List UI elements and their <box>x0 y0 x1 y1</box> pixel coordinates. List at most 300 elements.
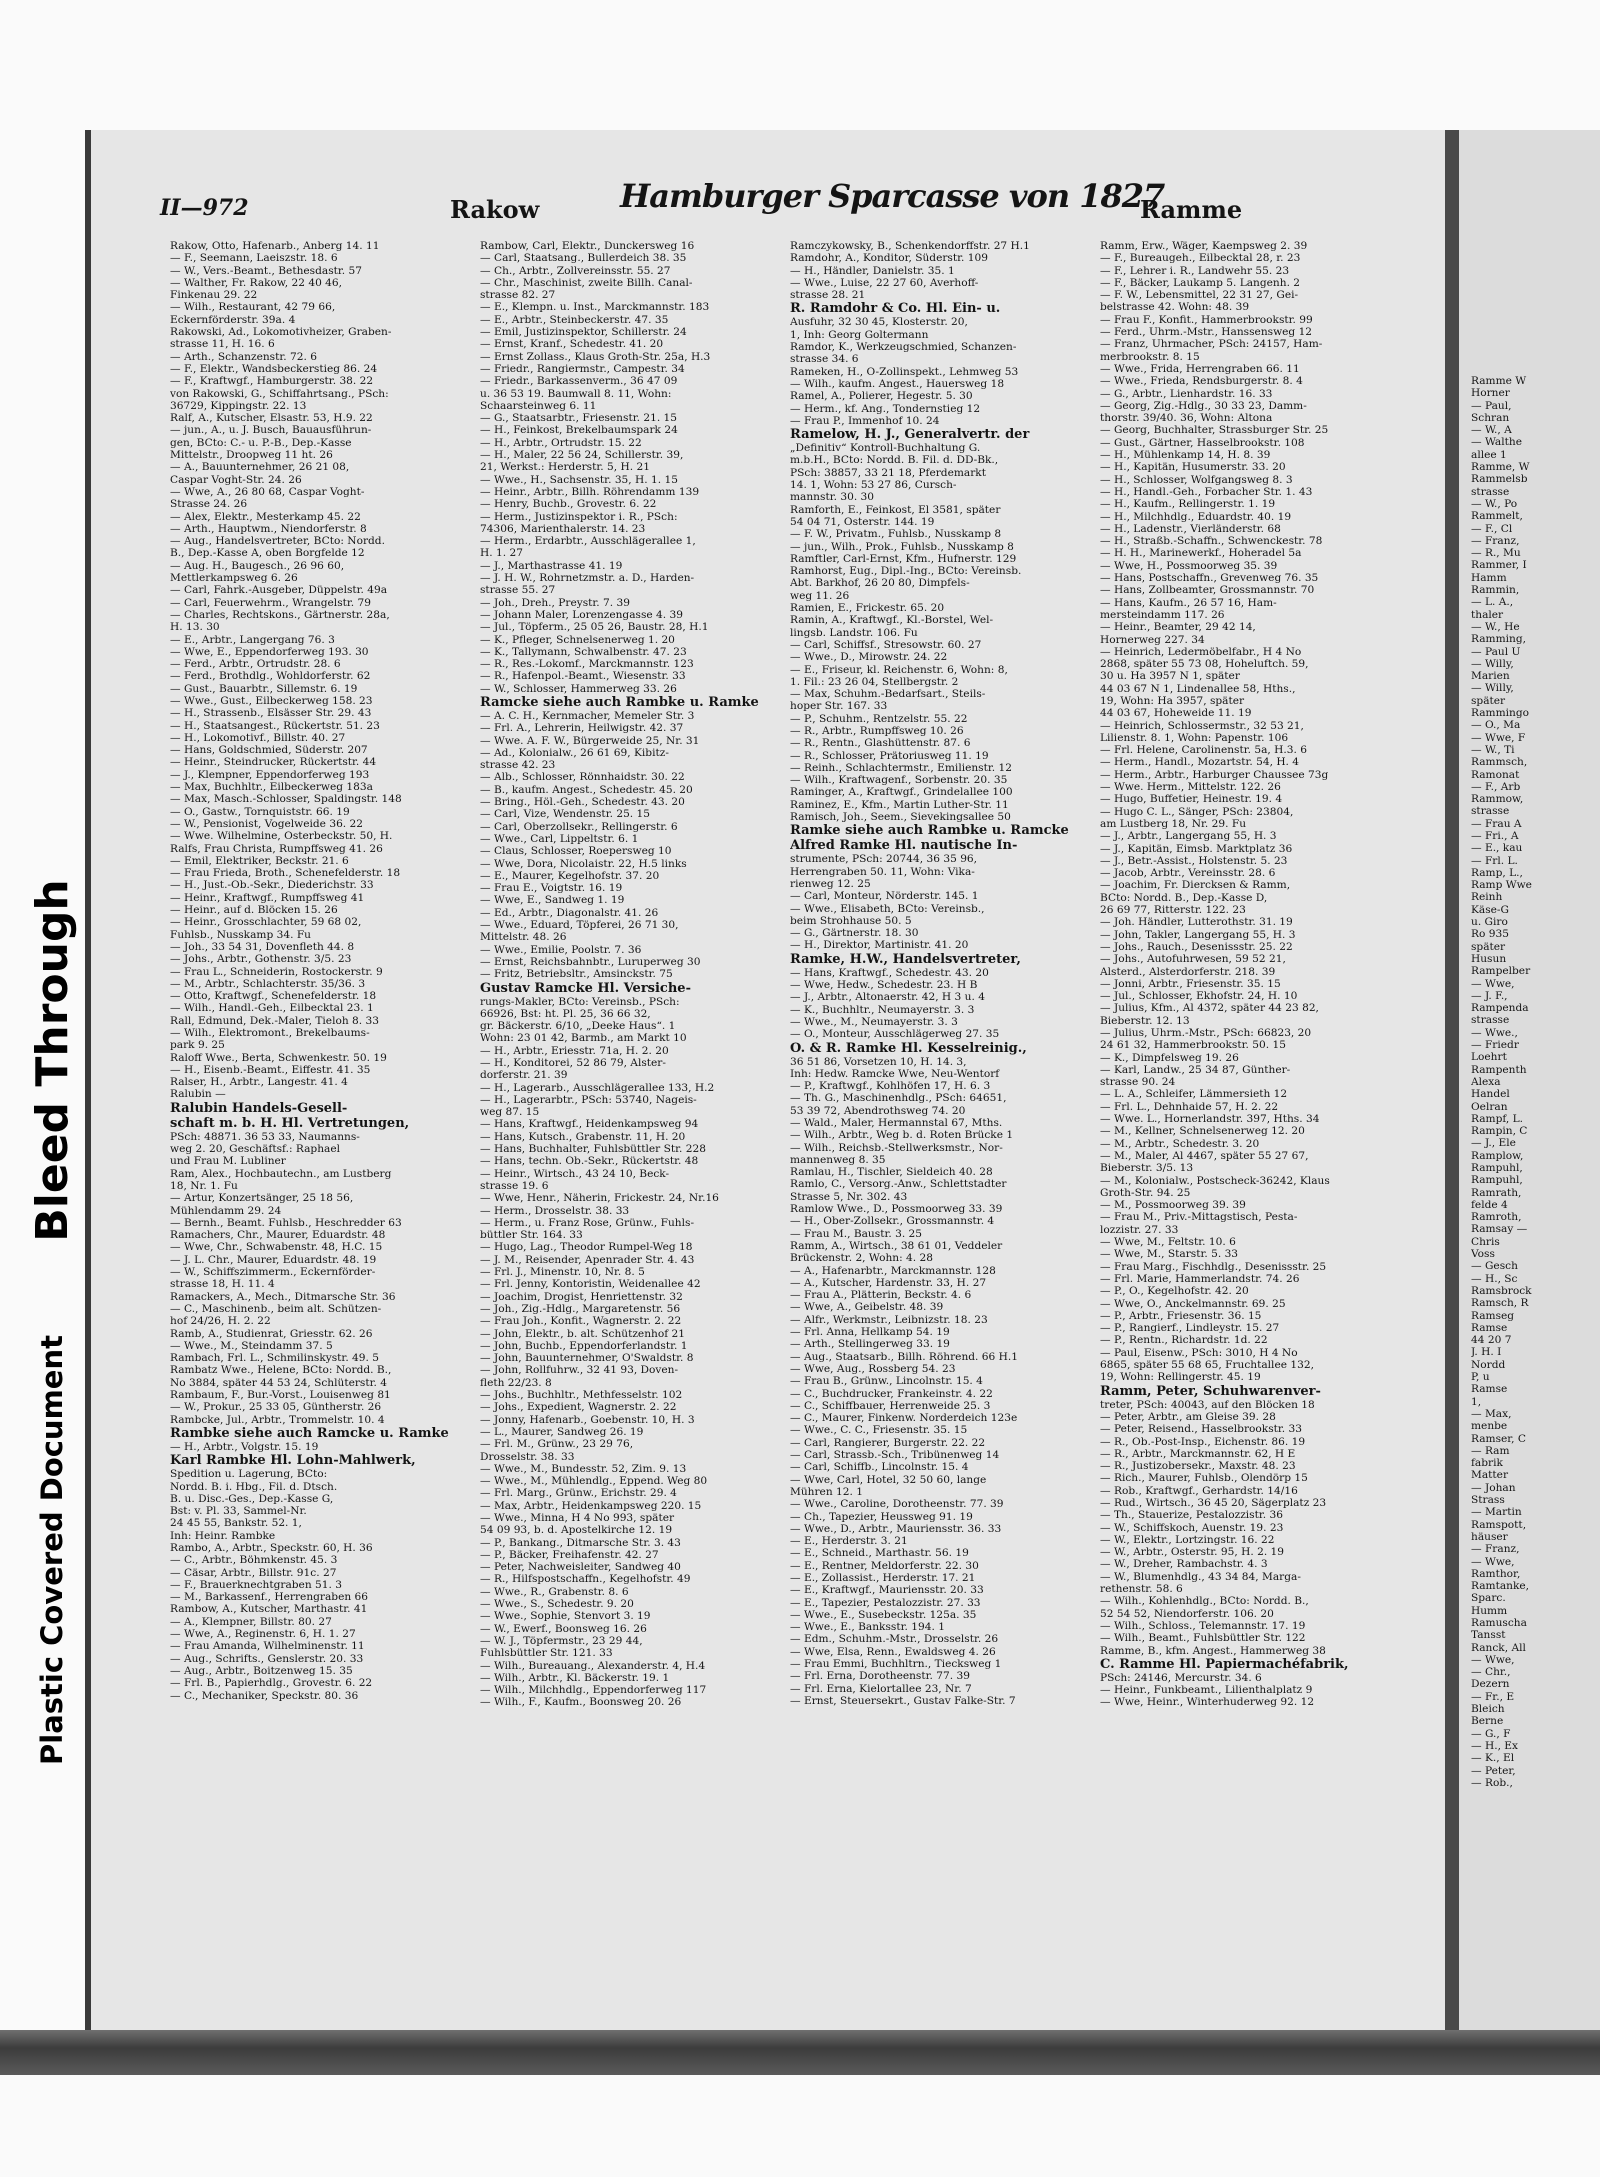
directory-entry: u. 36 53 19. Baumwall 8. 11, Wohn: <box>480 387 672 400</box>
directory-entry: — Chr., Maschinist, zweite Billh. Canal- <box>480 276 693 289</box>
directory-entry: strasse 90. 24 <box>1100 1076 1176 1089</box>
facing-entry: — Max, <box>1471 1407 1512 1420</box>
facing-entry: Chris <box>1471 1235 1500 1248</box>
directory-entry: — Wwe, A., 26 80 68, Caspar Voght- <box>170 485 365 498</box>
facing-entry: — Wwe, <box>1471 1555 1515 1568</box>
facing-entry: Nordd <box>1471 1358 1506 1371</box>
directory-entry: — K., Buchhltr., Neumayerstr. 3. 3 <box>790 1003 975 1016</box>
directory-entry: Ramdor, K., Werkzeugschmied, Schanzen- <box>790 341 1017 354</box>
directory-entry: Rambow, Carl, Elektr., Dunckersweg 16 <box>480 240 695 252</box>
facing-entry: — Rob., <box>1471 1776 1513 1789</box>
directory-entry: Strasse 24. 26 <box>170 498 248 511</box>
directory-entry: — H., Konditorei, 52 86 79, Alster- <box>480 1057 666 1069</box>
directory-entry: 36729, Kippingstr. 22. 13 <box>170 399 307 412</box>
directory-entry: — F., Lehrer i. R., Landwehr 55. 23 <box>1100 264 1290 277</box>
directory-entry: Mittelstr., Droopweg 11 ht. 26 <box>170 449 333 462</box>
directory-entry: — Hans, Kutsch., Grabenstr. 11, H. 20 <box>480 1130 686 1143</box>
directory-entry: — H., Händler, Danielstr. 35. 1 <box>790 264 955 277</box>
directory-entry: — Peter, Arbtr., am Gleise 39. 28 <box>1100 1410 1276 1423</box>
directory-entry: — Wwe. Wilhelmine, Osterbeckstr. 50, H. <box>170 830 393 843</box>
directory-entry: — Wwe., Elisabeth, BCto: Vereinsb., <box>790 902 985 915</box>
directory-entry: Abt. Barkhof, 26 20 80, Dimpfels- <box>790 577 970 590</box>
directory-entry: Hornerweg 227. 34 <box>1100 633 1205 646</box>
directory-entry: — Wwe, E., Eppendorferweg 193. 30 <box>170 645 369 658</box>
directory-entry: Mittelstr. 48. 26 <box>480 931 567 944</box>
directory-entry: — Hans, Postschaffn., Grevenweg 76. 35 <box>1100 572 1319 585</box>
directory-entry: — E., Arbtr., Steinbeckerstr. 47. 35 <box>480 313 669 326</box>
directory-entry: — Wilh., Restaurant, 42 79 66, <box>170 301 336 314</box>
directory-entry: — W. J., Töpfermstr., 23 29 44, <box>480 1634 643 1647</box>
directory-entry: — H., Handl.-Geh., Forbacher Str. 1. 43 <box>1100 485 1313 498</box>
directory-entry: — John, Rollfuhrw., 32 41 93, Doven- <box>480 1364 679 1377</box>
directory-entry: H. 1. 27 <box>480 547 523 560</box>
directory-entry: — Frau B., Grünw., Lincolnstr. 15. 4 <box>790 1375 983 1388</box>
directory-entry: — Johs., Rauch., Desenissstr. 25. 22 <box>1100 940 1293 953</box>
directory-entry: — R., Hilfspostschaffn., Kegelhofstr. 49 <box>480 1573 691 1586</box>
directory-entry: — Edm., Schuhm.-Mstr., Drosselstr. 26 <box>790 1633 999 1646</box>
directory-entry: rethenstr. 58. 6 <box>1100 1583 1183 1596</box>
directory-entry: von Rakowski, G., Schiffahrtsang., PSch: <box>170 387 389 400</box>
facing-entry: Ramse <box>1471 1383 1508 1396</box>
facing-entry: — R., Mu <box>1471 547 1521 560</box>
directory-entry: — W., Schiffszimmerm., Eckernförder- <box>170 1266 376 1279</box>
facing-entry: Ramplow, <box>1471 1149 1524 1162</box>
directory-entry: Raminez, E., Kfm., Martin Luther-Str. 11 <box>790 798 1009 811</box>
directory-entry: — H., Kaufm., Rellingerstr. 1. 19 <box>1100 498 1276 511</box>
directory-entry: — Carl, Feuerwehrm., Wrangelstr. 79 <box>170 596 372 609</box>
directory-entry: — Aug., Schrifts., Genslerstr. 20. 33 <box>170 1652 364 1665</box>
directory-entry: — Th. G., Maschinenhdlg., PSch: 64651, <box>790 1092 1007 1105</box>
directory-entry: — Wwe, E., Sandweg 1. 19 <box>480 894 625 907</box>
directory-entry: — F., Bureaugeh., Eilbecktal 28, r. 23 <box>1100 252 1301 265</box>
facing-entry: strasse <box>1471 805 1510 818</box>
directory-entry: — Cäsar, Arbtr., Billstr. 91c. 27 <box>170 1566 337 1579</box>
directory-entry: — M., Kellner, Schnelsenerweg 12. 20 <box>1100 1125 1305 1138</box>
directory-entry: Ramhorst, Eug., Dipl.-Ing., BCto: Vereinsb. <box>790 565 1022 578</box>
directory-entry: — Aug., Staatsarb., Billh. Röhrend. 66 H.1 <box>790 1350 1018 1363</box>
directory-entry: — H., Staatsangest., Rückertstr. 51. 23 <box>170 719 380 732</box>
directory-entry: Bieberstr. 12. 13 <box>1100 1014 1190 1027</box>
directory-entry: — W., Schlosser, Hammerweg 33. 26 <box>480 682 677 695</box>
directory-entry: Ramftler, Carl-Ernst, Kfm., Hufnerstr. 129 <box>790 552 1017 565</box>
directory-entry: Spedition u. Lagerung, BCto: <box>170 1468 328 1481</box>
directory-entry: strasse 55. 27 <box>480 584 556 597</box>
directory-entry: Karl Rambke Hl. Lohn-Mahlwerk, <box>170 1453 416 1469</box>
directory-entry: 1, Inh: Georg Goltermann <box>790 328 929 341</box>
directory-entry: thorstr. 39/40. 36, Wohn: Altona <box>1100 412 1273 425</box>
directory-entry: — Peter, Reisend., Hasselbrookstr. 33 <box>1100 1423 1303 1436</box>
directory-entry: — M., Barkassenf., Herrengraben 66 <box>170 1591 369 1604</box>
directory-entry: Ramb, A., Studienrat, Griesstr. 62. 26 <box>170 1327 373 1340</box>
directory-entry: Rambaum, F., Bur.-Vorst., Louisenweg 81 <box>170 1389 391 1402</box>
directory-entry: — jun., Wilh., Prok., Fuhlsb., Nusskamp 8 <box>790 540 1014 553</box>
plastic-covered-label: Plastic Covered Document <box>35 1335 70 1765</box>
facing-entry: Husun <box>1471 952 1507 965</box>
facing-entry: fabrik <box>1471 1457 1503 1470</box>
directory-entry: — Ferd., Uhrm.-Mstr., Hanssensweg 12 <box>1100 326 1313 339</box>
facing-entry: Tansst <box>1471 1629 1506 1642</box>
directory-entry: — W., Blumenhdlg., 43 34 84, Marga- <box>1100 1570 1301 1583</box>
directory-entry: Ramisch, Joh., Seem., Sievekingsallee 50 <box>790 811 1011 824</box>
directory-entry: — Hans, techn. Ob.-Sekr., Rückertstr. 48 <box>480 1155 699 1168</box>
facing-entry: strasse <box>1471 485 1510 498</box>
directory-entry: — Wilh., Elektromont., Brekelbaums- <box>170 1027 370 1039</box>
directory-entry: — H., Ober-Zollsekr., Grossmannstr. 4 <box>790 1215 995 1228</box>
directory-entry: Mühren 12. 1 <box>790 1485 863 1498</box>
directory-entry: 44 03 67 N 1, Lindenallee 58, Hths., <box>1100 682 1296 695</box>
directory-entry: lozzistr. 27. 33 <box>1100 1223 1179 1236</box>
directory-entry: — Wald., Maler, Hermannstal 67, Mths. <box>790 1117 1003 1129</box>
directory-entry: — Frau F., Konfit., Hammerbrookstr. 99 <box>1100 313 1313 326</box>
directory-entry: — Artur, Konzertsänger, 25 18 56, <box>170 1192 354 1205</box>
facing-entry: Ramme, W <box>1471 461 1530 474</box>
directory-entry: — Wilh., Bureauang., Alexanderstr. 4, H.4 <box>480 1659 706 1672</box>
directory-entry: — Max, Schuhm.-Bedarfsart., Steils- <box>790 688 986 701</box>
facing-entry: Rampenth <box>1471 1063 1527 1076</box>
directory-entry: Rakowski, Ad., Lokomotivheizer, Graben- <box>170 326 392 339</box>
directory-entry: — Frl. L., Dehnhaide 57, H. 2. 22 <box>1100 1100 1279 1113</box>
directory-entry: — Wilh., Arbtr., Kl. Bäckerstr. 19. 1 <box>480 1671 670 1684</box>
directory-entry: — L. A., Schleifer, Lämmersieth 12 <box>1100 1088 1288 1101</box>
directory-entry: — Alex, Elektr., Mesterkamp 45. 22 <box>170 510 361 523</box>
directory-entry: — Hans, Kraftwgf., Schedestr. 43. 20 <box>790 966 989 979</box>
facing-entry: Ramsbrock <box>1471 1284 1532 1297</box>
directory-entry: weg 87. 15 <box>480 1106 540 1119</box>
directory-entry: Bst: v. Pl. 33, Sammel-Nr. <box>170 1505 307 1518</box>
directory-entry: — Th., Stauerize, Pestalozzistr. 36 <box>1100 1509 1283 1522</box>
facing-entry: Ramme W <box>1471 375 1527 387</box>
facing-entry: — Fr., E <box>1471 1690 1515 1703</box>
directory-entry: — Arth., Schanzenstr. 72. 6 <box>170 350 317 363</box>
directory-entry: — Ch., Arbtr., Zollvereinsstr. 55. 27 <box>480 264 671 277</box>
directory-entry: strasse 19. 6 <box>480 1179 549 1192</box>
directory-entry: — H., Maler, 22 56 24, Schillerstr. 39, <box>480 449 684 462</box>
directory-entry: — Carl, Schiffsf., Stresowstr. 60. 27 <box>790 638 982 651</box>
directory-entry: Mühlendamm 29. 24 <box>170 1204 282 1217</box>
directory-entry: Ramke siehe auch Rambke u. Ramcke <box>790 823 1069 839</box>
directory-entry: — Wwe. Herm., Mittelstr. 122. 26 <box>1100 781 1281 794</box>
directory-entry: — Wwe., Carl, Lippeltstr. 6. 1 <box>480 832 639 845</box>
directory-entry: — H., Ladenstr., Vierländerstr. 68 <box>1100 522 1281 535</box>
directory-entry: — E., Herderstr. 3. 21 <box>790 1535 908 1548</box>
directory-entry: — Johs., Arbtr., Gothenstr. 3/5. 23 <box>170 953 352 966</box>
directory-entry: — R., Arbtr., Marckmannstr. 62, H E <box>1100 1447 1296 1460</box>
directory-entry: — Max, Masch.-Schlosser, Spaldingstr. 148 <box>170 793 402 806</box>
facing-entry: Ramming, <box>1471 633 1526 646</box>
directory-entry: — Wwe, A., Geibelstr. 48. 39 <box>790 1301 944 1314</box>
directory-entry: PSch: 48871. 36 53 33, Naumanns- <box>170 1130 360 1143</box>
directory-entry: — Hugo, Lag., Theodor Rumpel-Weg 18 <box>480 1241 693 1254</box>
directory-entry: — Frl. Anna, Hellkamp 54. 19 <box>790 1326 950 1339</box>
directory-entry: — Wwe, M., Feltstr. 10. 6 <box>1100 1236 1236 1249</box>
directory-entry: Raminger, A., Kraftwgf., Grindelallee 100 <box>790 786 1013 799</box>
directory-entry: Ralubin Handels-Gesell- <box>170 1100 348 1116</box>
directory-entry: — E., Rentner, Meldorferstr. 22. 30 <box>790 1559 979 1572</box>
page-number: II—972 <box>160 195 249 221</box>
facing-entry: Dezern <box>1471 1678 1510 1691</box>
directory-entry: — E., Friseur, kl. Reichenstr. 6, Wohn: 8, <box>790 663 1008 676</box>
directory-entry: — Ferd., Arbtr., Ortrudstr. 28. 6 <box>170 658 341 671</box>
directory-entry: — Rud., Wirtsch., 36 45 20, Sägerplatz 23 <box>1100 1496 1327 1509</box>
directory-entry: — Wilh., Milchhdlg., Eppendorferweg 117 <box>480 1684 707 1697</box>
directory-entry: — Ernst Zollass., Klaus Groth-Str. 25a, H.3 <box>480 350 711 363</box>
directory-entry: Ramdohr, A., Konditor, Süderstr. 109 <box>790 252 988 265</box>
directory-entry: — M., Arbtr., Schlachterstr. 35/36. 3 <box>170 977 366 990</box>
facing-entry: — Wwe, <box>1471 977 1515 990</box>
directory-entry: — R., Ob.-Post-Insp., Eichenstr. 86. 19 <box>1100 1435 1306 1448</box>
directory-entry: — H., Milchhdlg., Eduardstr. 40. 19 <box>1100 510 1292 523</box>
directory-entry: weg 2. 20, Geschäftsf.: Raphael <box>170 1143 340 1156</box>
directory-entry: — Ad., Kolonialw., 26 61 69, Kibitz- <box>480 746 669 759</box>
directory-entry: R. Ramdohr & Co. Hl. Ein- u. <box>790 301 1001 317</box>
directory-entry: — Frau Emmi, Buchhltrn., Tiecksweg 1 <box>790 1658 1002 1671</box>
directory-entry: Ramke, H.W., Handelsvertreter, <box>790 951 1021 967</box>
directory-entry: — Heinr., Arbtr., Billh. Röhrendamm 139 <box>480 485 700 498</box>
directory-entry: — Frau Joh., Konfit., Wagnerstr. 2. 22 <box>480 1315 682 1328</box>
facing-entry: Sparc. <box>1471 1592 1506 1605</box>
facing-entry: — W., Po <box>1471 497 1518 510</box>
directory-entry: — Wwe., M., Neumayerstr. 3. 3 <box>790 1015 958 1028</box>
directory-entry: — O., Gastw., Tornquiststr. 66. 19 <box>170 805 350 818</box>
directory-entry: — Claus, Schlosser, Roepersweg 10 <box>480 845 672 858</box>
directory-entry: — Henry, Buchb., Grovestr. 6. 22 <box>480 498 657 511</box>
directory-entry: — H., Arbtr., Ortrudstr. 15. 22 <box>480 436 642 449</box>
directory-entry: fleth 22/23. 8 <box>480 1376 552 1389</box>
directory-entry: — Wwe, O., Anckelmannstr. 69. 25 <box>1100 1297 1286 1310</box>
directory-entry: Ramien, E., Frickestr. 65. 20 <box>790 602 945 615</box>
directory-entry: — Gust., Bauarbtr., Sillemstr. 6. 19 <box>170 682 358 695</box>
directory-entry: — Carl, Vize, Wendenstr. 25. 15 <box>480 808 651 821</box>
directory-entry: — John, Bauunternehmer, O'Swaldstr. 8 <box>480 1352 694 1365</box>
directory-entry: — Walther, Fr. Rakow, 22 40 46, <box>170 276 343 289</box>
directory-entry: O. & R. Ramke Hl. Kesselreinig., <box>790 1040 1027 1056</box>
directory-entry: — Jul., Töpferm., 25 05 26, Baustr. 28, H.1 <box>480 621 709 634</box>
directory-entry: — Karl, Landw., 25 34 87, Günther- <box>1100 1063 1291 1076</box>
directory-entry: — Wwe., M., Mühlendlg., Eppend. Weg 80 <box>480 1475 708 1488</box>
directory-entry: treter, PSch: 40043, auf den Blöcken 18 <box>1100 1398 1315 1411</box>
directory-entry: — Johs., Autofuhrwesen, 59 52 21, <box>1100 953 1286 966</box>
facing-entry: Rammsch, <box>1471 756 1528 769</box>
column-4 <box>1100 240 1405 1970</box>
directory-entry: Herrengraben 50. 11, Wohn: Vika- <box>790 865 975 878</box>
directory-entry: — J., Klempner, Eppendorferweg 193 <box>170 768 370 781</box>
directory-entry: — Frau E., Voigtstr. 16. 19 <box>480 882 623 895</box>
directory-entry: Ramlo, C., Versorg.-Anw., Schlettstadter <box>790 1178 1007 1191</box>
directory-entry: — Wwe., Gust., Eilbeckerweg 158. 23 <box>170 694 373 707</box>
directory-entry: 54 04 71, Osterstr. 144. 19 <box>790 515 935 528</box>
facing-entry: Rampuhl, <box>1471 1174 1523 1187</box>
facing-entry: J. H. I <box>1471 1346 1502 1359</box>
directory-entry: — Joh., 33 54 31, Dovenfleth 44. 8 <box>170 940 355 953</box>
directory-entry: — W., Vers.-Beamt., Bethesdastr. 57 <box>170 264 363 277</box>
directory-entry: — Wwe., R., Grabenstr. 8. 6 <box>480 1585 629 1598</box>
directory-entry: Ramczykowsky, B., Schenkendorffstr. 27 H.1 <box>790 240 1030 252</box>
directory-entry: hof 24/26, H. 2. 22 <box>170 1315 271 1328</box>
directory-entry: — Wwe, Aug., Rossberg 54. 23 <box>790 1362 956 1375</box>
directory-entry: 1. Fil.: 23 26 04, Stellbergstr. 2 <box>790 675 959 688</box>
directory-entry: — C., Maschinenb., beim alt. Schützen- <box>170 1302 382 1315</box>
directory-entry: — Wwe., Minna, H 4 No 993, später <box>480 1511 675 1524</box>
directory-entry: strumente, PSch: 20744, 36 35 96, <box>790 853 978 866</box>
directory-entry: — Joh. Händler, Lutterothstr. 31. 19 <box>1100 916 1293 929</box>
directory-entry: Rambcke, Jul., Arbtr., Trommelstr. 10. 4 <box>170 1413 385 1426</box>
bleed-through-label: Bleed Through <box>26 878 78 1242</box>
directory-entry: — G., Staatsarbtr., Friesenstr. 21. 15 <box>480 412 678 425</box>
facing-entry: felde 4 <box>1471 1198 1508 1211</box>
directory-entry: Ramelow, H. J., Generalvertr. der <box>790 427 1030 443</box>
facing-entry: Berne <box>1471 1715 1504 1728</box>
directory-entry: Drosselstr. 38. 33 <box>480 1450 575 1463</box>
directory-entry: — P., O., Kegelhofstr. 42. 20 <box>1100 1285 1249 1298</box>
directory-entry: — Max, Buchhltr., Eilbeckerweg 183a <box>170 781 373 794</box>
directory-entry: Rambke siehe auch Ramcke u. Ramke <box>170 1425 449 1441</box>
directory-entry: — Carl, Fahrk.-Ausgeber, Düppelstr. 49a <box>170 584 388 597</box>
facing-entry: Strass <box>1471 1494 1505 1507</box>
facing-entry: — Walthe <box>1471 436 1522 449</box>
directory-entry: — Carl, Rangierer, Burgerstr. 22. 22 <box>790 1436 986 1449</box>
directory-entry: — H. H., Marinewerkf., Hoheradel 5a <box>1100 547 1302 560</box>
facing-entry: u. Giro <box>1471 916 1508 929</box>
directory-entry: — M., Kolonialw., Postscheck-36242, Klaus <box>1100 1174 1330 1187</box>
directory-entry: mannstr. 30. 30 <box>790 491 875 504</box>
directory-entry: — Frau Frieda, Broth., Schenefelderstr. 18 <box>170 867 401 880</box>
scanner-bottom-band <box>0 2030 1600 2075</box>
facing-entry: — H., Sc <box>1471 1272 1518 1285</box>
directory-entry: — Wwe, M., Starstr. 5. 33 <box>1100 1248 1239 1261</box>
directory-entry: — Wwe, Dora, Nicolaistr. 22, H.5 links <box>480 857 687 870</box>
directory-entry: — Ernst, Reichsbahnbtr., Luruperweg 30 <box>480 955 701 968</box>
facing-entry: — Chr., <box>1471 1666 1511 1679</box>
directory-entry: — Wwe., H., Sachsenstr. 35, H. 1. 15 <box>480 473 678 486</box>
directory-entry: PSch: 24146, Mercurstr. 34. 6 <box>1100 1671 1262 1684</box>
directory-entry: — H., Kapitän, Husumerstr. 33. 20 <box>1100 461 1286 474</box>
directory-entry: — Wwe., S., Schedestr. 9. 20 <box>480 1598 634 1611</box>
entry-columns <box>170 240 1410 1970</box>
directory-entry: Alsterd., Alsterdorferstr. 218. 39 <box>1100 965 1276 978</box>
directory-entry: — Wwe., Frieda, Rendsburgerstr. 8. 4 <box>1100 375 1303 388</box>
directory-entry: — J., Marthastrasse 41. 19 <box>480 559 623 572</box>
facing-entry: Rampuhl, <box>1471 1162 1523 1174</box>
directory-entry: Rambo, A., Arbtr., Speckstr. 60, H. 36 <box>170 1541 373 1554</box>
directory-entry: — Wwe., Caroline, Dorotheenstr. 77. 39 <box>790 1498 1004 1511</box>
directory-entry: — Wwe, Hedw., Schedestr. 23. H B <box>790 979 978 992</box>
directory-entry: — P., Bäcker, Freihafenstr. 42. 27 <box>480 1548 659 1561</box>
directory-entry: — Johs., Buchhltr., Methfesselstr. 102 <box>480 1389 683 1402</box>
directory-entry: — K., Pfleger, Schnelsenerweg 1. 20 <box>480 633 675 646</box>
directory-entry: — C., Buchdrucker, Frankeinstr. 4. 22 <box>790 1387 993 1400</box>
facing-entry: Rammelsb <box>1471 473 1528 486</box>
directory-entry: Ramlow Wwe., D., Possmoorweg 33. 39 <box>790 1203 1003 1216</box>
directory-entry: Brückenstr. 2, Wohn: 4. 28 <box>790 1252 934 1265</box>
directory-entry: Gustav Ramcke Hl. Versiche- <box>480 980 691 996</box>
directory-entry: — Bring., Höl.-Geh., Schedestr. 43. 20 <box>480 796 685 809</box>
directory-entry: — Wwe., M., Steindamm 37. 5 <box>170 1339 333 1352</box>
column-1 <box>170 240 475 1970</box>
directory-entry: merbrookstr. 8. 15 <box>1100 350 1200 363</box>
directory-entry: 52 54 52, Niendorferstr. 106. 20 <box>1100 1607 1274 1620</box>
directory-entry: — P., Rangierf., Lindleystr. 15. 27 <box>1100 1322 1280 1335</box>
column-3 <box>790 240 1095 1970</box>
directory-entry: schaft m. b. H. Hl. Vertretungen, <box>170 1115 410 1131</box>
directory-entry: 6865, später 55 68 65, Fruchtallee 132, <box>1100 1359 1314 1372</box>
directory-entry: — E., Maurer, Kegelhofstr. 37. 20 <box>480 869 660 882</box>
facing-entry: — Wwe, <box>1471 1653 1515 1666</box>
directory-entry: — E., Tapezier, Pestalozzistr. 27. 33 <box>790 1596 981 1609</box>
directory-entry: 44 03 67, Hoheweide 11. 19 <box>1100 707 1252 720</box>
directory-entry: — Carl, Staatsang., Bullerdeich 38. 35 <box>480 252 687 265</box>
directory-entry: Ramm, Peter, Schuhwarenver- <box>1100 1383 1321 1399</box>
header-first-name: Rakow <box>450 195 540 224</box>
facing-entry: Alexa <box>1471 1075 1501 1088</box>
directory-entry: — Julius, Uhrm.-Mstr., PSch: 66823, 20 <box>1100 1027 1312 1039</box>
directory-entry: PSch: 38857, 33 21 18, Pferdemarkt <box>790 466 986 479</box>
directory-entry: — Wwe, Carl, Hotel, 32 50 60, lange <box>790 1473 987 1486</box>
directory-entry: — W., Arbtr., Osterstr. 95, H. 2. 19 <box>1100 1546 1285 1559</box>
directory-entry: — Rich., Maurer, Fuhlsb., Olendörp 15 <box>1100 1472 1308 1485</box>
directory-entry: — Heinr., Wirtsch., 43 24 10, Beck- <box>480 1167 670 1180</box>
facing-entry: Rammer, I <box>1471 559 1527 572</box>
directory-entry: — F., Seemann, Laeiszstr. 18. 6 <box>170 252 338 265</box>
directory-entry: — Ed., Arbtr., Diagonalstr. 41. 26 <box>480 906 659 919</box>
directory-entry: — G., Gärtnerstr. 18. 30 <box>790 927 919 940</box>
directory-entry: — P., Schuhm., Rentzelstr. 55. 22 <box>790 712 968 725</box>
facing-entry: — W., A <box>1471 424 1512 437</box>
facing-entry: Marien <box>1471 670 1510 683</box>
directory-entry: gr. Bäckerstr. 6/10, „Deeke Haus“. 1 <box>480 1020 676 1033</box>
facing-entry: Rampin, C <box>1471 1125 1528 1138</box>
facing-entry: Schran <box>1471 411 1510 424</box>
directory-entry: — Franz, Uhrmacher, PSch: 24157, Ham- <box>1100 338 1323 351</box>
directory-entry: — Rob., Kraftwgf., Gerhardstr. 14/16 <box>1100 1484 1298 1497</box>
directory-entry: — Heinrich, Schlossermstr., 32 53 21, <box>1100 719 1304 732</box>
facing-entry: Voss <box>1471 1248 1495 1261</box>
directory-entry: — Herm., Arbtr., Harburger Chaussee 73g <box>1100 768 1329 781</box>
directory-entry: — H., Mühlenkamp 14, H. 8. 39 <box>1100 449 1271 462</box>
facing-entry: — E., kau <box>1471 842 1523 855</box>
directory-entry: — C., Schiffbauer, Herrenweide 25. 3 <box>790 1399 991 1412</box>
directory-entry: Rambatz Wwe., Helene, BCto: Nordd. B., <box>170 1364 392 1377</box>
directory-entry: BCto: Nordd. B., Dep.-Kasse D, <box>1100 891 1268 904</box>
facing-entry: — Gesch <box>1471 1260 1518 1273</box>
directory-entry: — F., Bäcker, Laukamp 5. Langenh. 2 <box>1100 276 1301 289</box>
directory-entry: Ramforth, E., Feinkost, El 3581, später <box>790 503 1001 516</box>
directory-entry: — Wwe., C. C., Friesenstr. 35. 15 <box>790 1424 968 1437</box>
facing-entry: Rammelt, <box>1471 510 1523 523</box>
directory-entry: Inh: Heinr. Rambke <box>170 1529 276 1542</box>
directory-entry: lingsb. Landstr. 106. Fu <box>790 626 918 639</box>
directory-entry: — A., Hafenarbtr., Marckmannstr. 128 <box>790 1264 996 1277</box>
directory-entry: strasse 18, H. 11. 4 <box>170 1278 275 1291</box>
directory-entry: — Wilh., Kraftwagenf., Sorbenstr. 20. 35 <box>790 774 1008 787</box>
directory-entry: — Georg, Buchhalter, Strassburger Str. 25 <box>1100 424 1329 437</box>
facing-entry: — Johan <box>1471 1481 1516 1494</box>
directory-entry: — Heinrich, Ledermöbelfabr., H 4 No <box>1100 645 1302 658</box>
directory-entry: — Julius, Kfm., Al 4372, später 44 23 82, <box>1100 1002 1319 1015</box>
directory-entry: — W., Schiffskoch, Auenstr. 19. 23 <box>1100 1521 1284 1534</box>
facing-entry: — J. F., <box>1471 989 1508 1002</box>
directory-entry: Ramin, A., Kraftwgf., Kl.-Borstel, Wel- <box>790 614 994 627</box>
facing-entry: thaler <box>1471 608 1504 621</box>
directory-entry: 36 51 86, Vorsetzen 10, H. 14. 3, <box>790 1055 967 1068</box>
directory-entry: Rakow, Otto, Hafenarb., Anberg 14. 11 <box>170 240 380 252</box>
directory-entry: — Ernst, Steuersekrt., Gustav Falke-Str. 7 <box>790 1694 1016 1707</box>
directory-entry: — K., Tallymann, Schwalbenstr. 47. 23 <box>480 645 687 658</box>
facing-entry: — Paul U <box>1471 645 1521 658</box>
directory-entry: — Aug. H., Baugesch., 26 96 60, <box>170 559 345 572</box>
directory-entry: — Wilh., Kohlenhdlg., BCto: Nordd. B., <box>1100 1595 1309 1608</box>
directory-entry: Eckernförderstr. 39a. 4 <box>170 313 296 326</box>
directory-entry: — Frl. Erna, Kielortallee 23, Nr. 7 <box>790 1682 972 1695</box>
